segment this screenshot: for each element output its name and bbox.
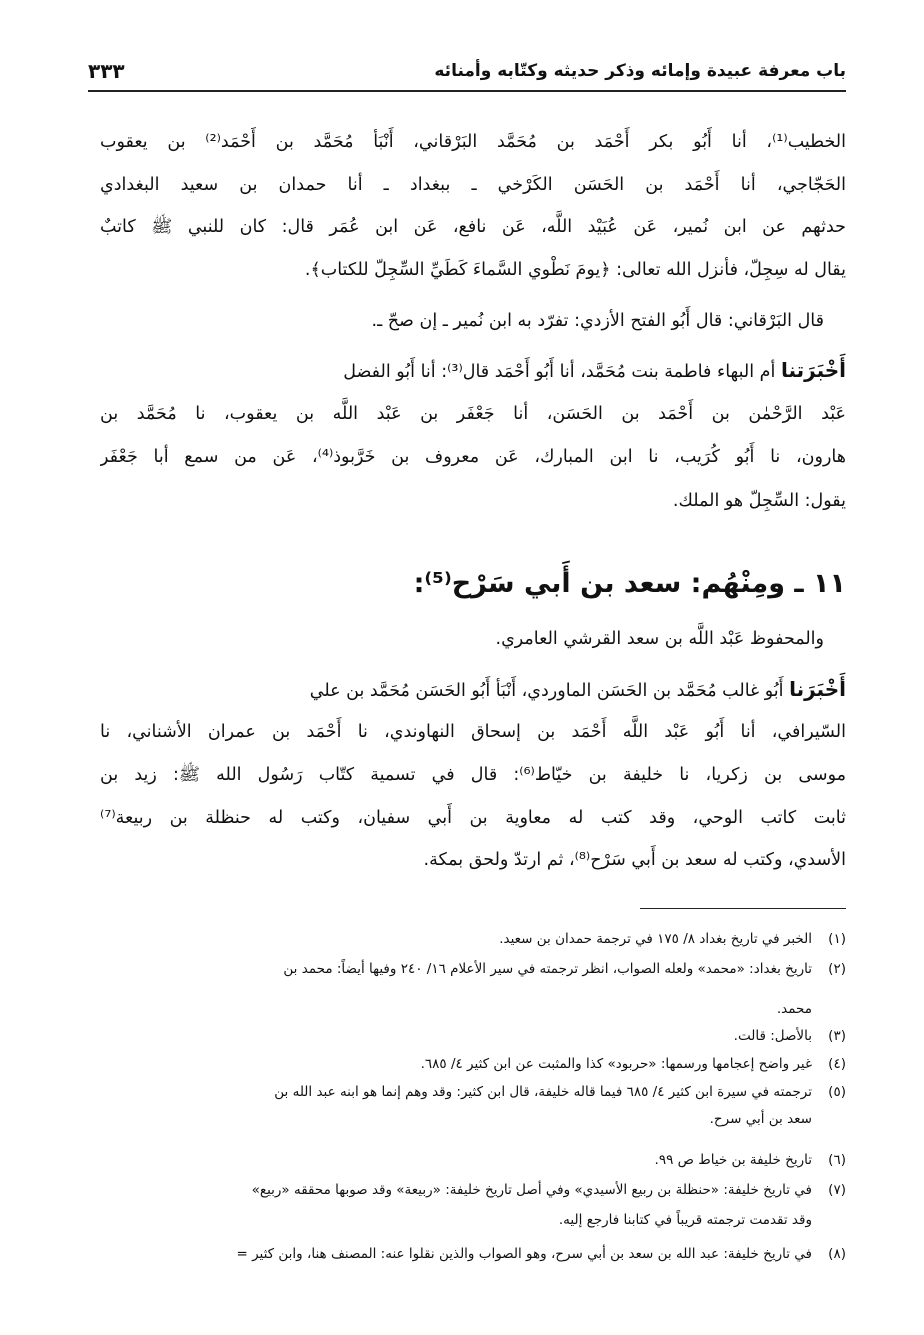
- body-line-9: يقول: السِّجِلّ هو الملك.: [672, 491, 846, 511]
- body-line-7: عَبْد الرَّحْمٰن بن أَحْمَد بن الحَسَن، أنا جَعْفَر بن عَبْد اللَّه بن يعقوب، نا مُحَمَّد بن: [100, 404, 846, 424]
- body-line-2: الحَجّاجي، أنا أَحْمَد بن الحَسَن الكَرْخي ـ ببغداد ـ أنا حمدان بن سعيد البغدادي: [100, 175, 846, 195]
- footnote-number: (١): [828, 931, 846, 947]
- footnote-number: (٥): [828, 1084, 846, 1100]
- footnote-line: [100, 995, 846, 1023]
- body-line-14: ثابت كاتب الوحي، وقد كتب له معاوية بن أَبي سفيان، وكتب له حنظلة بن ربيعة⁽⁷⁾: [100, 808, 846, 828]
- footnote-rule: [640, 908, 846, 909]
- footnote-line: [100, 1105, 846, 1133]
- footnote-line: [100, 1078, 846, 1106]
- footnote-line: [100, 1240, 846, 1268]
- footnote-number: (٤): [828, 1056, 846, 1072]
- footnote-text: تاريخ خليفة بن خياط ص ٩٩.: [654, 1152, 812, 1168]
- footnote-number: (٣): [828, 1028, 846, 1044]
- body-line-6-text: أم البهاء فاطمة بنت مُحَمَّد، أنا أَبُو أَحْمَد قال⁽³⁾: أنا أَبُو الفضل: [343, 362, 776, 382]
- page-number: ٣٣٣: [88, 59, 125, 83]
- footnote-text: في تاريخ خليفة: عبد الله بن سعد بن أبي سرح، وهو الصواب والذين نقلوا عنه: المصنف هنا، وابن كثير =: [236, 1246, 812, 1262]
- footnote-text: في تاريخ خليفة: «حنظلة بن ربيع الأسيدي» وفي أصل تاريخ خليفة: «ربيعة» وقد صوبها محققه «ربيع»: [251, 1182, 812, 1198]
- body-line-11: [100, 671, 846, 707]
- footnote-number: (٧): [828, 1182, 846, 1198]
- akhbarana-keyword: أَخْبَرَنا: [789, 677, 846, 701]
- header-rule: [88, 90, 846, 92]
- footnote-line: [100, 1176, 846, 1204]
- body-line-11-text: أَبُو غالب مُحَمَّد بن الحَسَن الماوردي، أَنْبَأ أَبُو الحَسَن مُحَمَّد بن علي: [309, 681, 784, 701]
- body-line-8: هارون، نا أَبُو كُرَيب، نا ابن المبارك، عَن معروف بن خَرَّبوذ⁽⁴⁾، عَن من سمع أبا جَعْفَر: [100, 447, 846, 467]
- body-line-12: السّيرافي، أنا أَبُو عَبْد اللَّه أَحْمَد بن إسحاق النهاوندي، نا أَحْمَد بن عمران الأشناني، نا: [100, 722, 846, 742]
- section-heading: ١١ ـ ومِنْهُم: سعد بن أَبي سَرْح⁽⁵⁾:: [413, 568, 846, 599]
- running-title: باب معرفة عبيدة وإمائه وذكر حديثه وكتّابه وأمنائه: [434, 61, 846, 81]
- body-line-5: قال البَرْقاني: قال أَبُو الفتح الأزدي: تفرّد به ابن نُمير ـ إن صحّ ـ.: [371, 311, 824, 331]
- page-header: [88, 52, 846, 90]
- footnote-line: [100, 1206, 846, 1234]
- footnote-number: (٨): [828, 1246, 846, 1262]
- footnote-line: [100, 1022, 846, 1050]
- akhbaratna-keyword: أَخْبَرَتنا: [780, 358, 846, 382]
- footnote-text: سعد بن أبي سرح.: [709, 1111, 812, 1127]
- body-line-15: الأسدي، وكتب له سعد بن أَبي سَرْح⁽⁸⁾، ثم ارتدّ ولحق بمكة.: [423, 850, 846, 870]
- body-line-13: موسى بن زكريا، نا خليفة بن خيّاط⁽⁶⁾: قال في تسمية كتّاب رَسُول الله ﷺ: زيد بن: [100, 765, 846, 785]
- footnote-number: (٦): [828, 1152, 846, 1168]
- body-line-10: والمحفوظ عَبْد اللَّه بن سعد القرشي العامري.: [495, 629, 824, 649]
- body-line-3: حدثهم عن ابن نُمير، عَن عُبَيْد اللَّه، عَن نافع، عَن ابن عُمَر قال: كان للنبي ﷺ كاتبٌ: [100, 217, 846, 237]
- body-line-6: [100, 352, 846, 388]
- footnote-text: بالأصل: قالت.: [733, 1028, 812, 1044]
- footnote-text: وقد تقدمت ترجمته قريباً في كتابنا فارجع إليه.: [558, 1212, 812, 1228]
- footnote-line: [100, 1050, 846, 1078]
- body-line-4: يقال له سِجِلّ، فأنزل الله تعالى: ﴿يومَ نَطْوي السَّماءَ كَطَيِّ السِّجِلّ للكتاب﴾.: [304, 260, 846, 280]
- footnote-text: محمد.: [776, 1001, 812, 1017]
- footnote-number: (٢): [828, 961, 846, 977]
- footnote-line: [100, 1146, 846, 1174]
- footnote-text: الخبر في تاريخ بغداد ٨/ ١٧٥ في ترجمة حمدان بن سعيد.: [499, 931, 812, 947]
- footnote-text: ترجمته في سيرة ابن كثير ٤/ ٦٨٥ فيما قاله خليفة، قال ابن كثير: وقد وهم إنما هو ابنه عبد الله بن: [274, 1084, 812, 1100]
- body-line-1: الخطيب⁽¹⁾، أنا أَبُو بكر أَحْمَد بن مُحَمَّد البَرْقاني، أَنْبَأ مُحَمَّد بن أَحْمَد⁽²⁾ بن يعقوب: [100, 132, 846, 152]
- footnote-line: [100, 955, 846, 983]
- footnote-text: غير واضح إعجامها ورسمها: «حربود» كذا والمثبت عن ابن كثير ٤/ ٦٨٥.: [420, 1056, 812, 1072]
- footnote-line: [100, 925, 846, 953]
- footnote-text: تاريخ بغداد: «محمد» ولعله الصواب، انظر ترجمته في سير الأعلام ١٦/ ٢٤٠ وفيها أيضاً: محمد بن: [283, 961, 812, 977]
